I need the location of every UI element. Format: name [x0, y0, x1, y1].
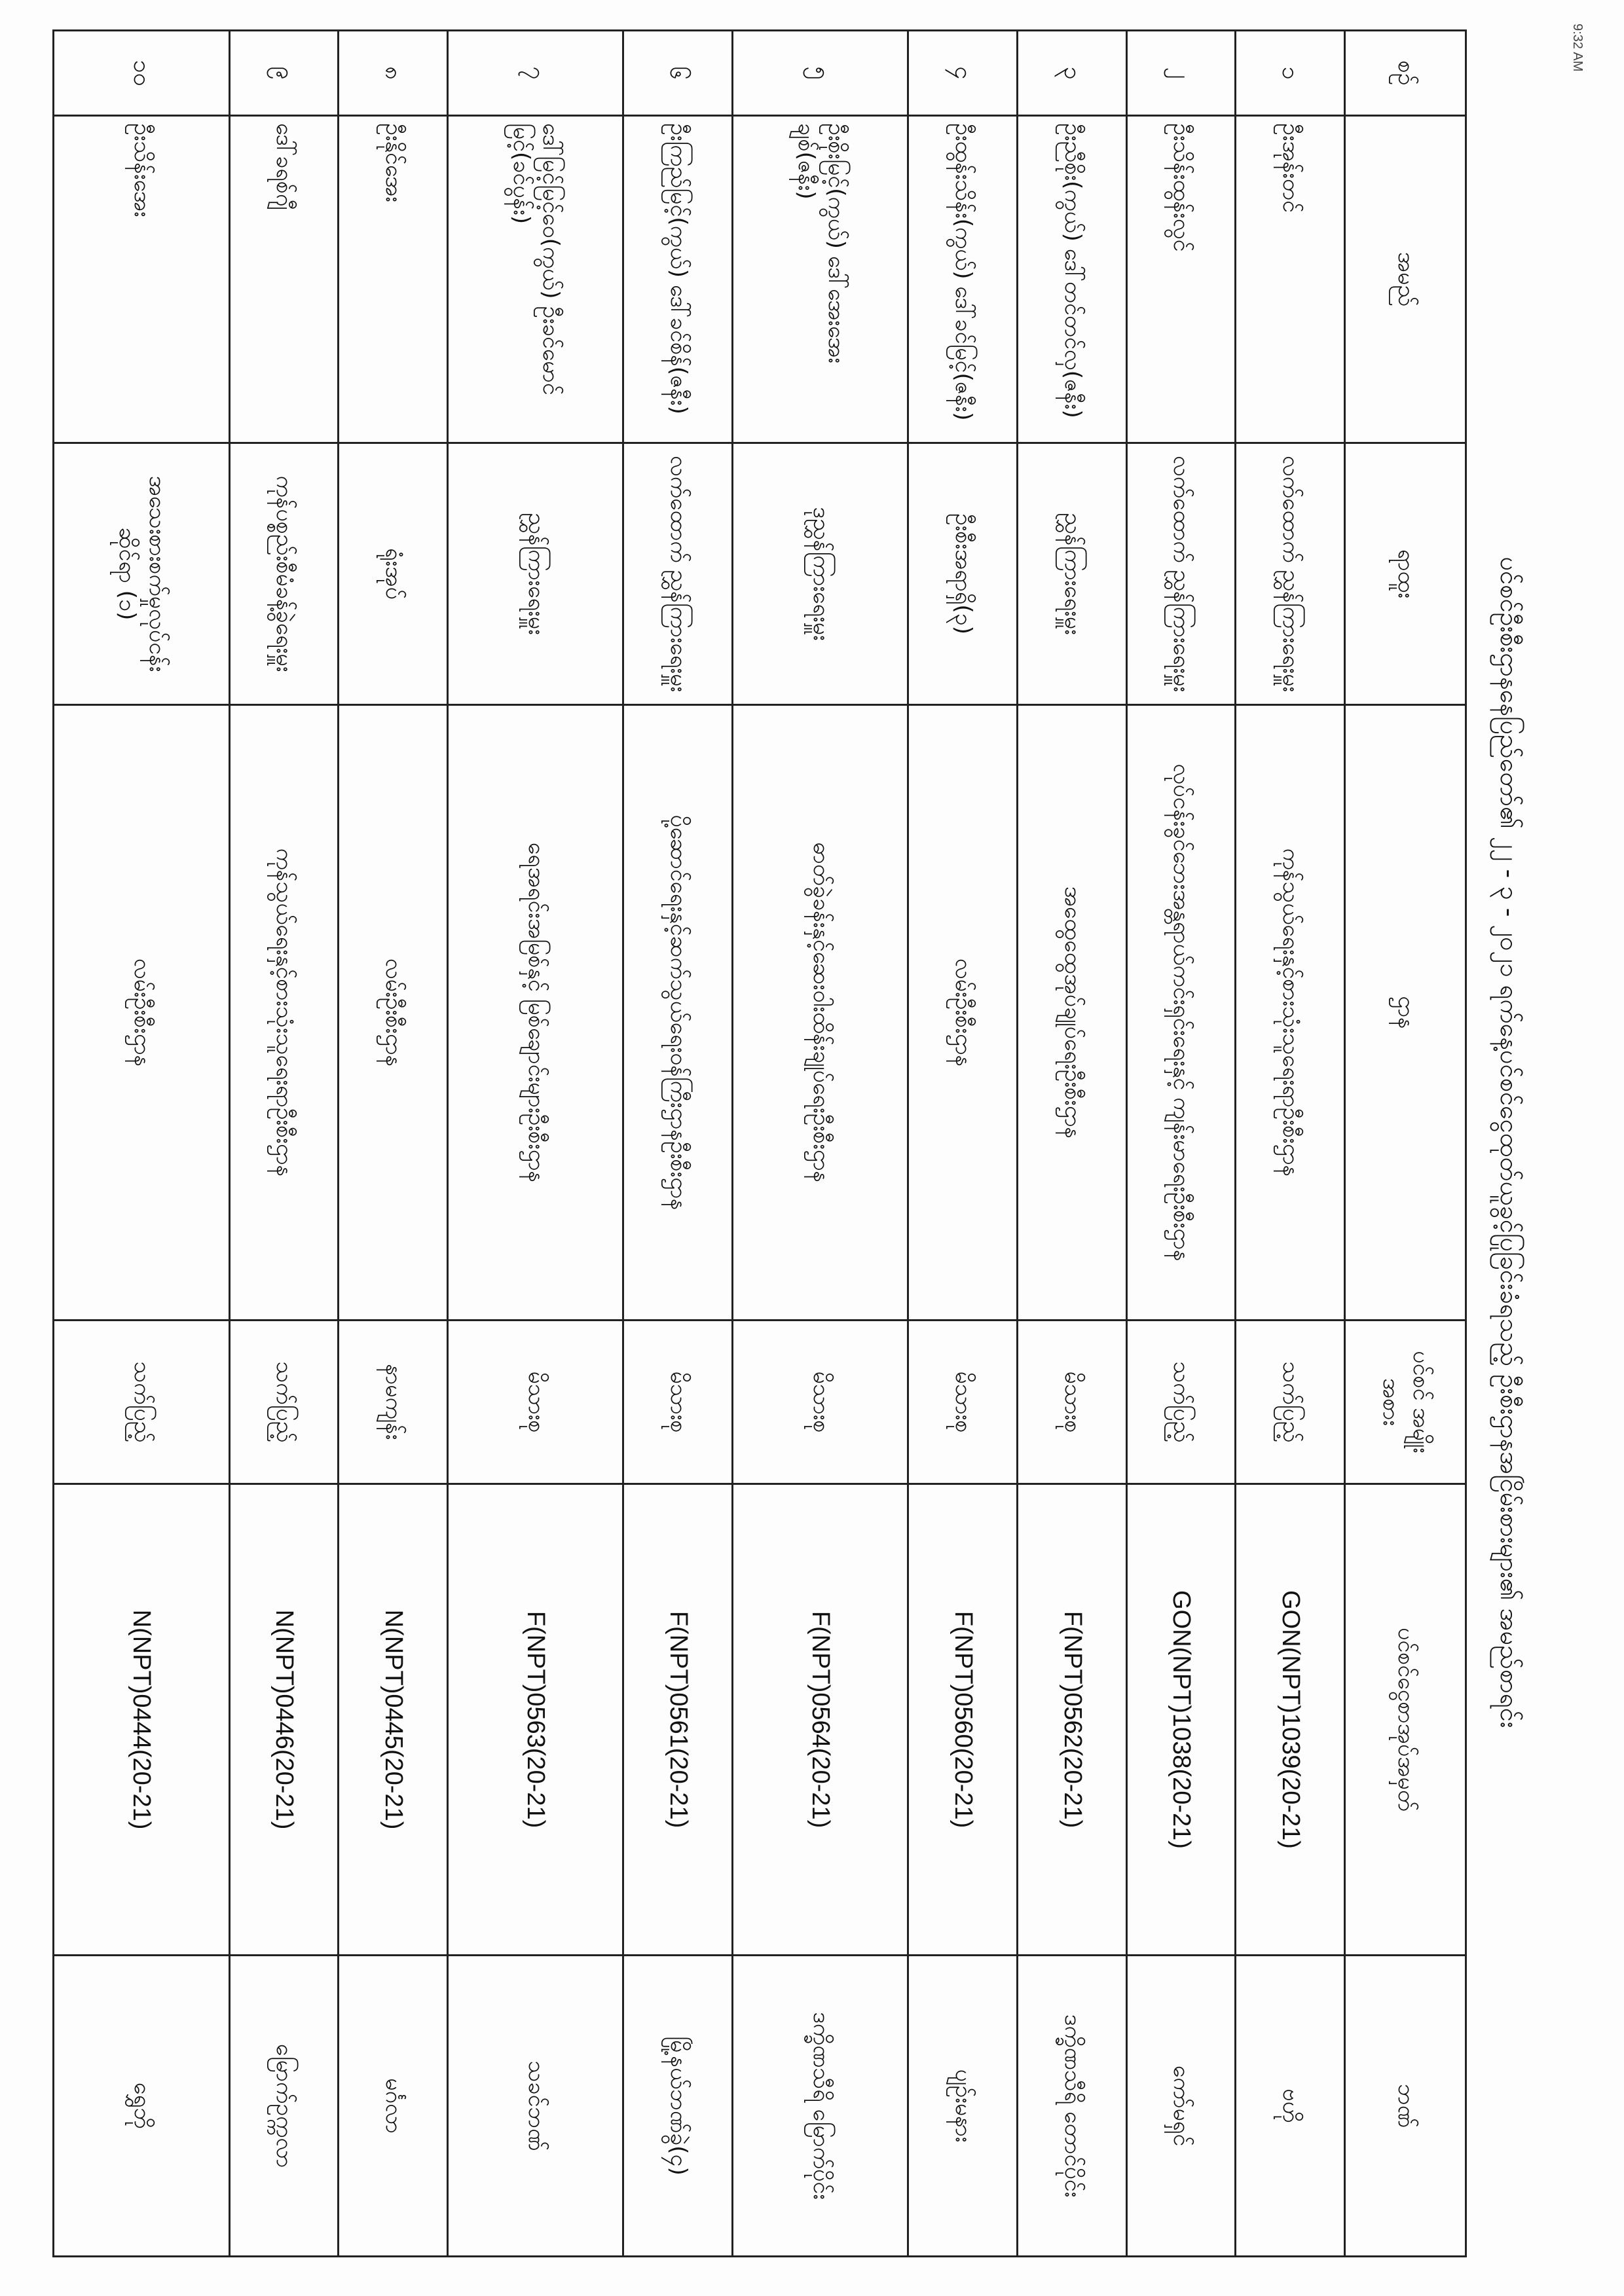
table-row	[339, 31, 448, 2257]
cell-name: ဒေါ်ခရစ်ဂျီ	[229, 116, 339, 443]
cell-sn: ၉	[229, 31, 339, 116]
cell-dept: လမ်းဦးစီးဌာန	[54, 705, 230, 1321]
header-bank: ဘဏ်	[1345, 1956, 1466, 2257]
cell-type: မိသားစု	[732, 1321, 908, 1484]
cell-dept: ဓာတ်ခွဲခန်းနှင့်ဆေးဝါးထိန်းချုပ်ရေးဦးစီးဌာန	[732, 705, 908, 1321]
cell-type: မိသားစု	[1018, 1321, 1127, 1484]
document-title: ပင်စင်ဦးစီးဌာနနေပြည်တော်၏ ၂၂ - ၃ - ၂၀၂၁ ရက်နေ့ပင်စင်ငွေထုတ်ယူခွင့်ပြုခြင်းခံရသည့် ဦးစီးဌာနအငြိမ်းစားများ၏ အမည်စာရင်း	[1495, 556, 1524, 1728]
cell-bank: ကော်မရှင်	[1126, 1956, 1236, 2257]
cell-bank: မြောက်ဥက္ကလာ	[229, 1956, 339, 2257]
cell-dept: ပို့ဆောင်ရေးနှင့်ဆက်သွယ်ရေးဝန်ကြီးဌာနဦးစီးဌာန	[623, 705, 733, 1321]
table-row	[447, 31, 623, 2257]
table-row	[54, 31, 230, 2257]
table-row	[908, 31, 1018, 2257]
cell-sn: ၃	[1018, 31, 1127, 116]
header-row	[1345, 31, 1466, 2257]
cell-rank: အသေးစားစက်မှုလုပ်ငန်းဆိုင်ရာ (၁)	[54, 443, 230, 705]
cell-sn: ၆	[623, 31, 733, 116]
cell-dept: ရေအရင်းအမြစ်နှင့် မြစ်ချောင်းများဦးစီးဌာန	[447, 705, 623, 1321]
table-row	[623, 31, 733, 2257]
rotated-content	[33, 29, 1552, 2255]
cell-name: ဦးအုန်းတင်	[1236, 116, 1345, 443]
cell-dept: လမ်းဦးစီးဌာန	[339, 705, 448, 1321]
pension-table	[52, 29, 1467, 2257]
table-row	[1018, 31, 1127, 2257]
table-row	[229, 31, 339, 2257]
cell-name: ဦးညီစိုး(ကွယ်) ဒေါ်တင်တင်လှ(ဇနီး)	[1018, 116, 1127, 443]
cell-book: N(NPT)0445(20-21)	[339, 1484, 448, 1956]
cell-rank: ဒုညွှန်ကြားရေးမှူး	[732, 443, 908, 705]
cell-book: GON(NPT)1038(20-21)	[1126, 1484, 1236, 1956]
cell-book: N(NPT)0444(20-21)	[54, 1484, 230, 1956]
cell-dept: လမ်းဦးစီးဌာန	[908, 705, 1018, 1321]
cell-book: F(NPT)0560(20-21)	[908, 1484, 1018, 1956]
cell-bank: ဒက္ခိဏသီရိ မြောက်ပိုင်း	[732, 1956, 908, 2257]
cell-sn: ၁၀	[54, 31, 230, 116]
timestamp-text: 9:32 AM	[1570, 24, 1585, 72]
cell-sn: ၂	[1126, 31, 1236, 116]
cell-sn: ၇	[447, 31, 623, 116]
cell-sn: ၄	[908, 31, 1018, 116]
cell-rank: လက်ထောက် ညွှန်ကြားရေးမှူး	[1236, 443, 1345, 705]
cell-name: ဦးစိုးမြင့်(ကွယ်) ဒေါ်အေးအေးချစ်(ဇနီး)	[732, 116, 908, 443]
table-row	[732, 31, 908, 2257]
cell-rank: ညွှန်ကြားရေးမှူး	[447, 443, 623, 705]
cell-name: ဦးနိုင်အေး	[339, 116, 448, 443]
table-row	[1236, 31, 1345, 2257]
table-row	[1126, 31, 1236, 2257]
cell-sn: ၅	[732, 31, 908, 116]
cell-dept: ကုန်သွယ်ရေးနှင့်စားသုံးသူရေးရာဦးစီးဌာန	[1236, 705, 1345, 1321]
cell-dept: ကုန်သွယ်ရေးနှင့်စားသုံးသူရေးရာဦးစီးဌာန	[229, 705, 339, 1321]
cell-rank: ကုန်ပစ္စည်းစီမံခန့်ခွဲရေးမှူး	[229, 443, 339, 705]
cell-book: F(NPT)0562(20-21)	[1018, 1484, 1127, 1956]
cell-dept: လုပ်ငန်းခွင်ဘေးအန္တရာယ်ကင်းရှင်းရေးနှင့် ကျန်းမာရေးဦးစီးဌာန	[1126, 705, 1236, 1321]
cell-type: မိသားစု	[908, 1321, 1018, 1484]
cell-type: မိသားစု	[623, 1321, 733, 1484]
cell-rank: ညွှန်ကြားရေးမှူး	[1018, 443, 1127, 705]
cell-name: ဦးသိန်းအေး	[54, 116, 230, 443]
cell-name: ဦးကြည်မြင့်(ကွယ်) ဒေါ်ခင်စိန်(ဇနီး)	[623, 116, 733, 443]
cell-type: နာမကျန်း	[339, 1321, 448, 1484]
cell-sn: ၁	[1236, 31, 1345, 116]
cell-bank: မင်္ဂလာ	[339, 1956, 448, 2257]
cell-type: သက်ပြည့်	[1126, 1321, 1236, 1484]
cell-sn: ၈	[339, 31, 448, 116]
cell-rank: ရုံးအုပ်	[339, 443, 448, 705]
cell-bank: မြို့နယ်ဘဏ်ခွဲ(၄)	[623, 1956, 733, 2257]
cell-bank: ဒက္ခိဏသီရိ တောင်ပိုင်း	[1018, 1956, 1127, 2257]
cell-rank: လက်ထောက် ညွှန်ကြားရေးမှူး	[1126, 443, 1236, 705]
cell-name: ဒေါ်မြင့်မြင့်ဝေ(ကွယ်) ဦးခင်မောင်မြင့်(ခင်ပွန်း)	[447, 116, 623, 443]
cell-type: သက်ပြည့်	[1236, 1321, 1345, 1484]
cell-book: F(NPT)0561(20-21)	[623, 1484, 733, 1956]
cell-book: F(NPT)0563(20-21)	[447, 1484, 623, 1956]
cell-name: ဦးထွန်းသိန်း(ကွယ်) ဒေါ်ခင်မြင့်(ဇနီး)	[908, 116, 1018, 443]
cell-bank: ဗဟို	[1236, 1956, 1345, 2257]
header-sn: စဉ်	[1345, 31, 1466, 116]
cell-type: သက်ပြည့်	[229, 1321, 339, 1484]
cell-rank: လက်ထောက် ညွှန်ကြားရေးမှူး	[623, 443, 733, 705]
cell-bank: ပျဉ်းမနား	[908, 1956, 1018, 2257]
cell-book: F(NPT)0564(20-21)	[732, 1484, 908, 1956]
cell-type: မိသားစု	[447, 1321, 623, 1484]
cell-bank: သခင်ဘဏ်	[447, 1956, 623, 2257]
header-rank: ရာထူး	[1345, 443, 1466, 705]
cell-book: GON(NPT)1039(20-21)	[1236, 1484, 1345, 1956]
cell-name: ဦးသိန်းထွန်းလွင်	[1126, 116, 1236, 443]
cell-dept: အထွေထွေအုပ်ချုပ်ရေးဦးစီးဌာန	[1018, 705, 1127, 1321]
cell-rank: ဦးစီးအရာရှိ(၃)	[908, 443, 1018, 705]
cell-type: သက်ပြည့်	[54, 1321, 230, 1484]
header-name: အမည်	[1345, 116, 1466, 443]
cell-book: N(NPT)0446(20-21)	[229, 1484, 339, 1956]
header-type: ပင်စင် အမျိုးအစား	[1345, 1321, 1466, 1484]
header-dept: ဌာန	[1345, 705, 1466, 1321]
cell-bank: ရွှေဘို	[54, 1956, 230, 2257]
header-book: ပင်စင်ငွေစာအုပ်အမှတ်	[1345, 1484, 1466, 1956]
scan-timestamp	[1553, 24, 1593, 155]
